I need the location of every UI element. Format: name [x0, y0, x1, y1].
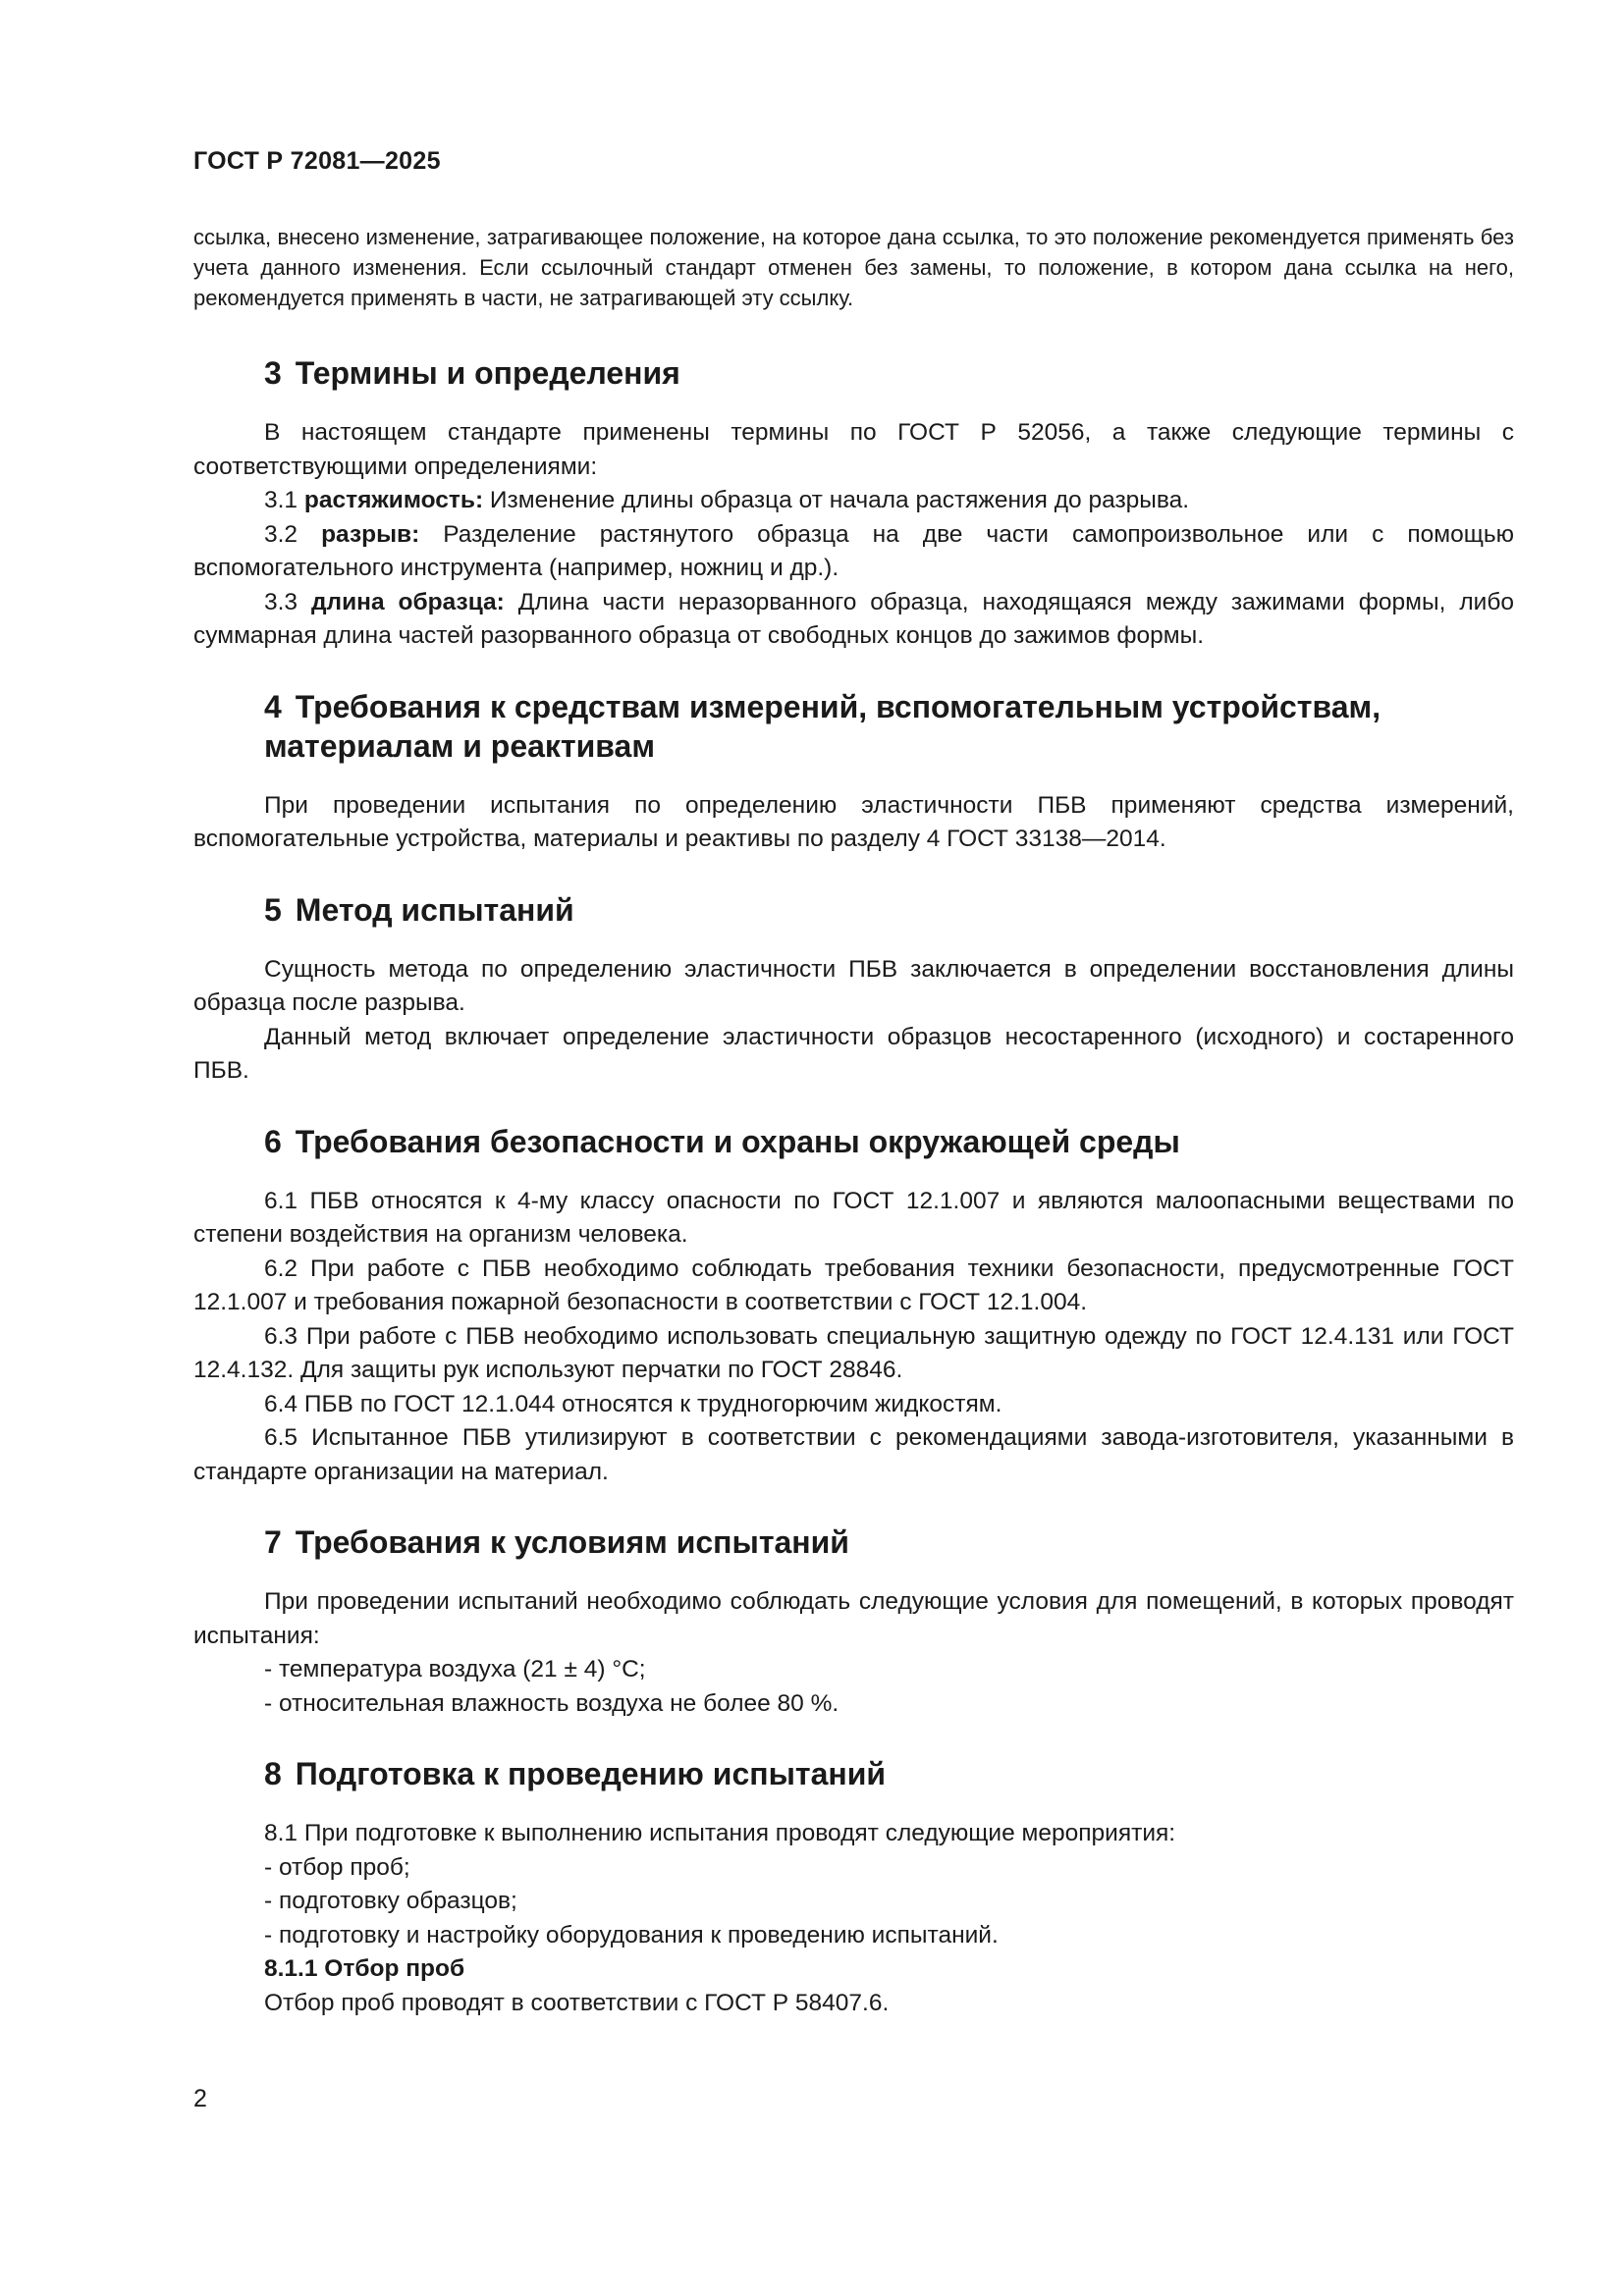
term-3-2 — [193, 518, 1514, 586]
intro-paragraph: ссылка, внесено изменение, затрагивающее положение, на которое дана ссылка, то это положение рекомендуется применять без учета данного изменения. Если ссылочный стандарт отменен без замены, то положение, в котором дана ссылка на него, рекомендуется применять в части, не затрагивающей эту ссылку. — [193, 225, 1514, 310]
subsection-8-1-1-paragraph: Отбор проб проводят в соответствии с ГОСТ Р 58407.6. — [264, 1989, 890, 2016]
section-8-title: Подготовка к проведению испытаний — [295, 1756, 887, 1791]
section-6-heading — [193, 1122, 1514, 1161]
term-3-3-term: длина образца: — [311, 588, 505, 615]
term-3-2-number: 3.2 — [264, 520, 298, 548]
section-4-heading — [193, 687, 1514, 766]
section-4-paragraph: При проведении испытания по определению эластичности ПБВ применяют средства измерений, вспомогательные устройства, материалы и реактивы по разделу 4 ГОСТ 33138—2014. — [193, 791, 1514, 852]
section-7-paragraph: При проведении испытаний необходимо соблюдать следующие условия для помещений, в которых проводят испытания: — [193, 1588, 1514, 1649]
section-6-number: 6 — [264, 1123, 282, 1159]
term-3-3 — [193, 586, 1514, 654]
term-3-2-term: разрыв: — [321, 520, 420, 548]
section-5-heading — [193, 890, 1514, 930]
section-3-heading — [193, 353, 1514, 393]
list-item: - температура воздуха (21 ± 4) °С; — [264, 1656, 646, 1682]
section-3-title: Термины и определения — [295, 355, 680, 391]
clause-6-1: 6.1 ПБВ относятся к 4-му классу опасности по ГОСТ 12.1.007 и являются малоопасными веществами по степени воздействия на организм человека. — [193, 1187, 1514, 1248]
clause-6-3: 6.3 При работе с ПБВ необходимо использовать специальную защитную одежду по ГОСТ 12.4.131 или ГОСТ 12.4.132. Для защиты рук используют перчатки по ГОСТ 28846. — [193, 1322, 1514, 1383]
term-3-1-number: 3.1 — [264, 487, 298, 513]
section-7-title: Требования к условиям испытаний — [295, 1524, 849, 1560]
term-3-1 — [193, 484, 1514, 518]
section-6-title: Требования безопасности и охраны окружающей среды — [295, 1123, 1180, 1159]
term-3-1-definition: Изменение длины образца от начала растяжения до разрыва. — [489, 487, 1190, 513]
section-7-heading — [193, 1522, 1514, 1562]
list-item: - отбор проб; — [264, 1853, 410, 1881]
section-3-number: 3 — [264, 355, 282, 391]
list-item: - подготовку и настройку оборудования к проведению испытаний. — [264, 1921, 999, 1949]
list-item: - подготовку образцов; — [264, 1888, 517, 1914]
section-5-paragraph-1: Сущность метода по определению эластичности ПБВ заключается в определении восстановления длины образца после разрыва. — [193, 955, 1514, 1016]
clause-6-2: 6.2 При работе с ПБВ необходимо соблюдать требования техники безопасности, предусмотренные ГОСТ 12.1.007 и требования пожарной безопасности в соответствии с ГОСТ 12.1.004. — [193, 1255, 1514, 1315]
term-3-3-definition: Длина части неразорванного образца, находящаяся между зажимами формы, либо суммарная длина частей разорванного образца от свободных концов до зажимов формы. — [193, 588, 1514, 649]
clause-6-5: 6.5 Испытанное ПБВ утилизируют в соответствии с рекомендациями завода-изготовителя, указанными в стандарте организации на материал. — [193, 1424, 1514, 1485]
section-7-number: 7 — [264, 1524, 282, 1560]
list-item: - относительная влажность воздуха не более 80 %. — [264, 1689, 839, 1717]
section-4-title: Требования к средствам измерений, вспомогательным устройствам, материалам и реактивам — [264, 688, 1381, 764]
term-3-3-number: 3.3 — [264, 588, 298, 615]
section-4-number: 4 — [264, 688, 282, 724]
subsection-8-1-1-title: 8.1.1 Отбор проб — [264, 1955, 465, 1982]
term-3-2-definition: Разделение растянутого образца на две части самопроизвольное или с помощью вспомогательного инструмента (например, ножниц и др.). — [193, 520, 1515, 581]
section-8-heading — [193, 1754, 1514, 1793]
section-8-number: 8 — [264, 1756, 282, 1791]
document-body — [193, 222, 1514, 2020]
document-id: ГОСТ Р 72081—2025 — [193, 147, 441, 175]
clause-8-1: 8.1 При подготовке к выполнению испытания проводят следующие мероприятия: — [264, 1820, 1176, 1846]
section-5-number: 5 — [264, 891, 282, 928]
page-number: 2 — [193, 2085, 207, 2112]
clause-6-4: 6.4 ПБВ по ГОСТ 12.1.044 относятся к трудногорючим жидкостям. — [264, 1390, 1002, 1417]
section-5-paragraph-2: Данный метод включает определение эластичности образцов несостаренного (исходного) и состаренного ПБВ. — [193, 1023, 1514, 1084]
term-3-1-term: растяжимость: — [303, 487, 484, 513]
section-3-paragraph: В настоящем стандарте применены термины по ГОСТ Р 52056, а также следующие термины с соответствующими определениями: — [193, 419, 1514, 480]
section-5-title: Метод испытаний — [295, 891, 574, 928]
